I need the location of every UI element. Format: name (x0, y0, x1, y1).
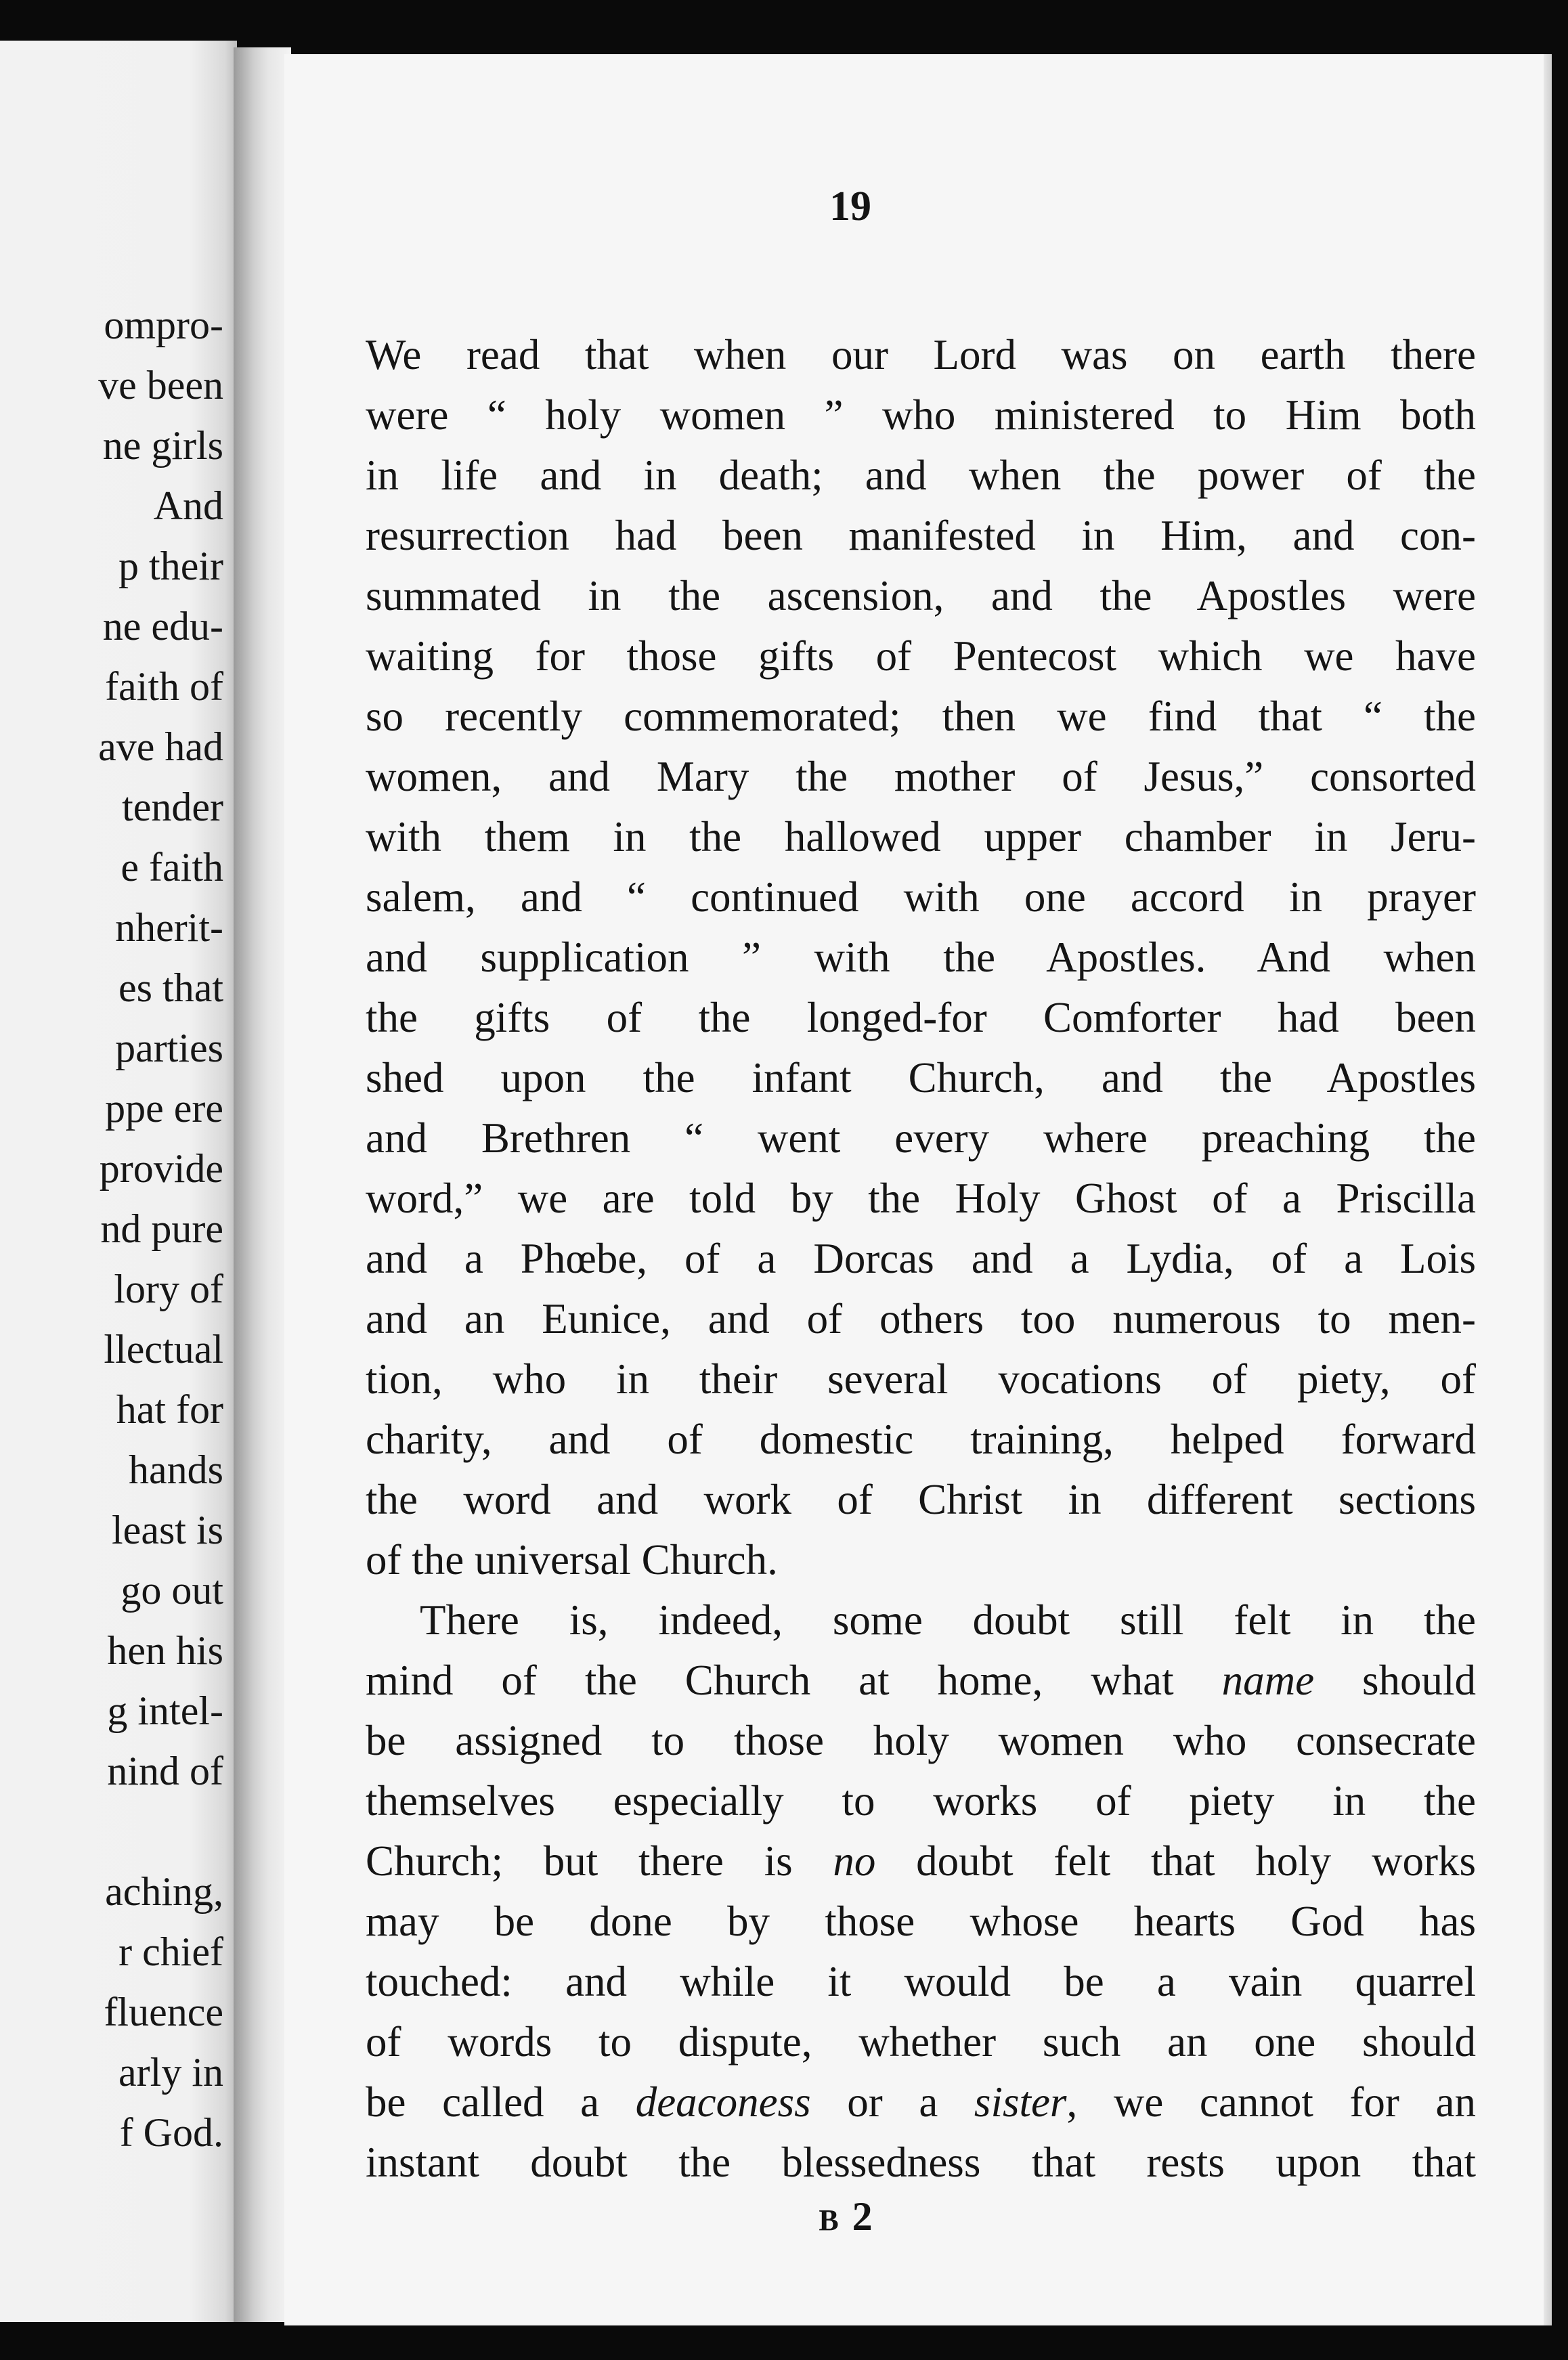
left-page-line-fragment: e faith (121, 845, 223, 890)
left-page-line-fragment: ne edu- (102, 604, 223, 649)
signature-mark (284, 2193, 1484, 2240)
left-page-line-fragment: parties (115, 1026, 223, 1070)
text-line: salem, and “ continued with one accord in prayer (366, 873, 1476, 921)
left-page-line-fragment: aching, (105, 1869, 223, 1914)
left-page-line-fragment: tender (122, 785, 223, 829)
left-page-line-fragment: nind of (107, 1749, 223, 1793)
signature-letter: B (819, 2204, 852, 2237)
text-line: so recently commemorated; then we find that “ the (366, 693, 1476, 740)
text-line: and an Eunice, and of others too numerous to men- (366, 1295, 1476, 1342)
text-line: We read that when our Lord was on earth there (366, 331, 1476, 378)
right-page (284, 54, 1552, 2325)
left-page-line-fragment: g intel- (107, 1688, 223, 1733)
text-run: Church; but there is (366, 1837, 833, 1885)
left-page-line-fragment: nherit- (115, 905, 223, 950)
text-run: , we cannot for an (1066, 2078, 1476, 2126)
text-run: or a (810, 2078, 974, 2126)
text-line: touched: and while it would be a vain quarrel (366, 1958, 1476, 2005)
left-page-line-fragment: llectual (104, 1327, 223, 1372)
text-run: should (1314, 1657, 1476, 1704)
text-line: summated in the ascension, and the Apostles were (366, 572, 1476, 619)
text-line: charity, and of domestic training, helped forward (366, 1416, 1476, 1463)
left-page-line-fragment: ne girls (102, 423, 223, 468)
text-line: with them in the hallowed upper chamber in Jeru- (366, 813, 1476, 860)
text-line: and supplication ” with the Apostles. And when (366, 934, 1476, 981)
text-line: were “ holy women ” who ministered to Him both (366, 391, 1476, 439)
text-line: and Brethren “ went every where preaching the (366, 1114, 1476, 1162)
left-page-line-fragment: least is (112, 1508, 223, 1552)
left-page-line-fragment: ve been (98, 363, 223, 408)
text-line: in life and in death; and when the power of the (366, 452, 1476, 499)
text-line: the gifts of the longed-for Comforter had been (366, 994, 1476, 1041)
text-line (366, 2072, 1476, 2133)
signature-number: 2 (852, 2194, 882, 2239)
text-line: themselves especially to works of piety in the (366, 1777, 1476, 1824)
left-page-line-fragment: arly in (118, 2050, 223, 2095)
left-page-line-fragment: faith of (105, 664, 223, 709)
left-page-line-fragment: es that (118, 965, 223, 1010)
left-page-line-fragment: f God. (119, 2110, 223, 2155)
text-line: the word and work of Christ in different sections (366, 1476, 1476, 1523)
italic-word: deaconess (635, 2078, 811, 2126)
text-line: tion, who in their several vocations of piety, of (366, 1355, 1476, 1403)
paragraph-2 (366, 1590, 1476, 2193)
text-line: may be done by those whose hearts God has (366, 1898, 1476, 1945)
left-page-line-fragment: hen his (107, 1628, 223, 1673)
text-run: be called a (366, 2078, 636, 2126)
italic-word: no (833, 1837, 876, 1885)
text-run: doubt felt that holy works (875, 1837, 1476, 1885)
left-page-line-fragment: hands (129, 1447, 223, 1492)
text-line: and a Phœbe, of a Dorcas and a Lydia, of a Lois (366, 1235, 1476, 1282)
page-number: 19 (829, 183, 871, 230)
left-page-line-fragment: hat for (116, 1387, 223, 1432)
text-line (366, 1651, 1476, 1711)
page-edge (1544, 54, 1552, 2325)
left-page-line-fragment: p their (118, 544, 223, 588)
italic-word: name (1221, 1657, 1315, 1704)
text-line: There is, indeed, some doubt still felt in the (420, 1596, 1476, 1644)
left-page-line-fragment: fluence (104, 1990, 223, 2034)
left-page-line-fragment: r chief (118, 1929, 223, 1974)
text-line: of the universal Church. (366, 1536, 778, 1583)
text-run: mind of the Church at home, what (366, 1657, 1222, 1704)
text-line: shed upon the infant Church, and the Apostles (366, 1054, 1476, 1101)
book-gutter (234, 47, 291, 2322)
left-page (0, 41, 237, 2322)
text-line: word,” we are told by the Holy Ghost of a Priscilla (366, 1175, 1476, 1222)
text-line: be assigned to those holy women who consecrate (366, 1717, 1476, 1764)
text-line: waiting for those gifts of Pentecost which we have (366, 632, 1476, 680)
body-text (366, 325, 1476, 2193)
paragraph-1 (366, 325, 1476, 1590)
left-page-line-fragment: ompro- (104, 303, 223, 347)
left-page-line-fragment: provide (99, 1146, 223, 1191)
text-line: resurrection had been manifested in Him, and con- (366, 512, 1476, 559)
left-page-line-fragment: ave had (98, 724, 223, 769)
left-page-line-fragment: lory of (114, 1267, 223, 1311)
left-page-line-fragment: nd pure (100, 1206, 223, 1251)
left-page-line-fragment: go out (121, 1568, 223, 1613)
text-line: instant doubt the blessedness that rests upon that (366, 2139, 1476, 2186)
italic-word: sister (974, 2078, 1067, 2126)
text-line: of words to dispute, whether such an one should (366, 2018, 1476, 2066)
text-line: women, and Mary the mother of Jesus,” consorted (366, 753, 1476, 800)
left-page-line-fragment: ppe ere (105, 1086, 223, 1131)
text-line (366, 1831, 1476, 1892)
left-page-line-fragment: And (153, 483, 223, 528)
